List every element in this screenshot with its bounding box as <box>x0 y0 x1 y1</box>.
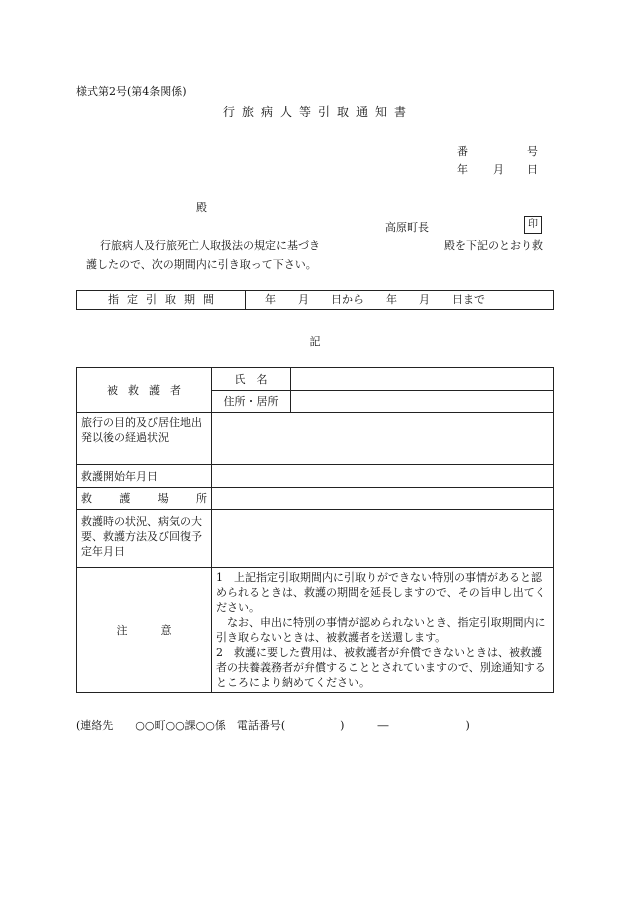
rescue-situation-field[interactable] <box>212 510 554 568</box>
rescue-place-field[interactable] <box>212 488 554 510</box>
body-line2: 護したので、次の期間内に引き取って下さい。 <box>86 258 317 271</box>
addressee-suffix: 殿 <box>196 201 207 214</box>
name-label: 氏 名 <box>212 368 291 391</box>
rescue-place-label: 救護場所 <box>77 488 212 510</box>
date-day: 日 <box>527 163 538 176</box>
number-label: 番 <box>457 145 468 158</box>
ki-heading: 記 <box>309 335 321 348</box>
document-title: 行旅病人等引取通知書 <box>222 105 413 119</box>
date-month: 月 <box>493 163 504 176</box>
number-suffix: 号 <box>527 145 538 158</box>
travel-purpose-field[interactable] <box>212 413 554 465</box>
pickup-period-box <box>76 290 554 310</box>
date-year: 年 <box>457 163 468 176</box>
notice-item-1: 1 上記指定引取期間内に引取りができない特別の事情があると認められるときは、救護の期間を延長しますので、その旨申し出てください。 <box>216 571 546 614</box>
notice-text <box>212 568 554 693</box>
contact-line: (連絡先 ○○町○○課○○係 電話番号( ) ― ) <box>76 719 470 732</box>
notice-item-2: 2 救護に要した費用は、被救護者が弁償できないときは、被救護者の扶養義務者が弁償することとされていますので、別途通知するところにより納めてください。 <box>216 646 546 689</box>
rescue-start-label: 救護開始年月日 <box>77 465 212 488</box>
rescue-situation-label: 救護時の状況、病気の大要、救護方法及び回復予定年月日 <box>77 510 212 568</box>
body-line1: 行旅病人及行旅死亡人取扱法の規定に基づき <box>100 239 320 252</box>
address-label: 住所・居所 <box>212 391 291 413</box>
notice-item-1-continued: なお、申出に特別の事情が認められないとき、指定引取期間内に引き取らないときは、被救護者を送還します。 <box>216 616 546 644</box>
pickup-period-value: 年 月 日から 年 月 日まで <box>265 293 485 306</box>
details-table <box>76 367 554 693</box>
seal-mark: 印 <box>524 216 542 234</box>
protected-person-label: 被救護者 <box>77 368 212 413</box>
form-number: 様式第2号(第4条関係) <box>76 85 187 98</box>
address-field[interactable] <box>291 391 554 413</box>
sender-name: 高原町長 <box>385 221 429 234</box>
notice-label: 注 意 <box>77 568 212 693</box>
body-line1-end: 殿を下記のとおり救 <box>444 239 543 252</box>
travel-purpose-label: 旅行の目的及び居住地出発以後の経過状況 <box>77 413 212 465</box>
pickup-period-label: 指定引取期間 <box>77 291 246 309</box>
name-field[interactable] <box>291 368 554 391</box>
rescue-start-field[interactable] <box>212 465 554 488</box>
